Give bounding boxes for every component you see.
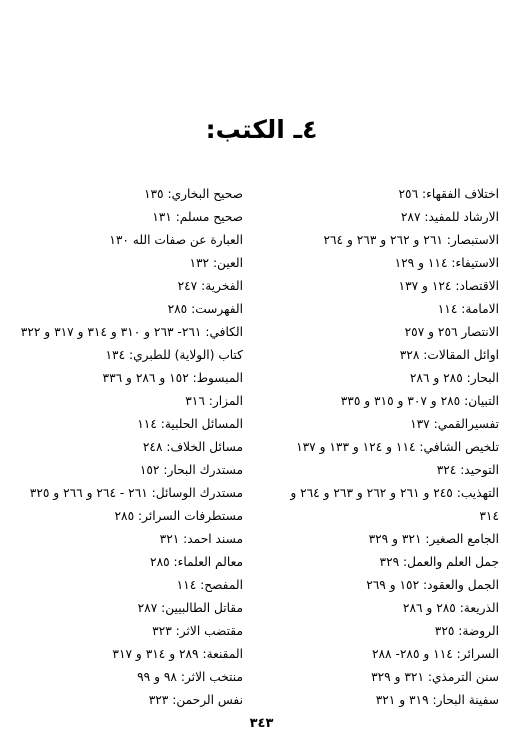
page-number: ٣٤٣ bbox=[249, 716, 274, 731]
index-entry: المبسوط: ١٥٢ و ٢٨٦ و ٣٣٦ bbox=[102, 371, 243, 385]
index-entry: منتخب الاثر: ٩٨ و ٩٩ bbox=[137, 670, 243, 684]
index-entry: البحار: ٢٨٥ و ٢٨٦ bbox=[409, 371, 499, 385]
index-entry: مقتضب الاثر: ٣٢٣ bbox=[152, 624, 243, 638]
index-entry: تلخيص الشافي: ١١٤ و ١٢٤ و ١٣٣ و ١٣٧ bbox=[296, 440, 499, 454]
index-entry: جمل العلم والعمل: ٣٢٩ bbox=[379, 555, 499, 569]
index-entry: مستدرك الوسائل: ٢٦١ - ٢٦٤ و ٢٦٦ و ٣٢٥ bbox=[29, 486, 243, 500]
index-entry: الجامع الصغير: ٣٢١ و ٣٢٩ bbox=[368, 532, 499, 546]
index-entry: الذريعة: ٢٨٥ و ٢٨٦ bbox=[402, 601, 499, 615]
index-entry: السرائر: ١١٤ و ٢٨٥- ٢٨٨ bbox=[371, 647, 499, 661]
index-entry: المقنعة: ٢٨٩ و ٣١٤ و ٣١٧ bbox=[112, 647, 243, 661]
index-entry: مستدرك البحار: ١٥٢ bbox=[139, 463, 243, 477]
index-entry: تفسيرالقمي: ١٣٧ bbox=[410, 417, 499, 431]
index-entry: صحيح البخاري: ١٣٥ bbox=[143, 187, 243, 201]
index-entry: التبيان: ٢٨٥ و ٣٠٧ و ٣١٥ و ٣٣٥ bbox=[340, 394, 499, 408]
index-entry: العين: ١٣٢ bbox=[189, 256, 243, 270]
index-entry: الكافي: ٢٦١- ٢٦٣ و ٣١٠ و ٣١٤ و ٣١٧ و ٣٢٢ bbox=[20, 325, 243, 339]
index-entry: مستطرفات السرائر: ٢٨٥ bbox=[114, 509, 243, 523]
index-entry: الانتصار ٢٥٦ و ٢٥٧ bbox=[404, 325, 499, 339]
index-entry: الروضة: ٣٢٥ bbox=[434, 624, 499, 638]
index-entry: العبارة عن صفات الله ١٣٠ bbox=[109, 233, 243, 247]
index-entry: ٣١٤ bbox=[479, 509, 499, 523]
index-entry: معالم العلماء: ٢٨٥ bbox=[150, 555, 243, 569]
section-heading: ٤ـ الكتب: bbox=[205, 115, 318, 144]
index-entry: المسائل الحلبية: ١١٤ bbox=[137, 417, 243, 431]
index-entry: الاستبصار: ٢٦١ و ٢٦٢ و ٢٦٣ و ٢٦٤ bbox=[323, 233, 499, 247]
index-column-right bbox=[267, 183, 499, 712]
index-entry: الفخرية: ٢٤٧ bbox=[177, 279, 243, 293]
index-entry: التهذيب: ٢٤٥ و ٢٦١ و ٢٦٢ و ٢٦٣ و ٢٦٤ و bbox=[290, 486, 499, 500]
index-entry: المزار: ٣١٦ bbox=[185, 394, 243, 408]
index-entry: الاقتصاد: ١٢٤ و ١٣٧ bbox=[398, 279, 499, 293]
index-entry: مقاتل الطالبيين: ٢٨٧ bbox=[137, 601, 243, 615]
index-entry: اختلاف الفقهاء: ٢٥٦ bbox=[398, 187, 499, 201]
index-entry: الاستيفاء: ١١٤ و ١٢٩ bbox=[394, 256, 499, 270]
index-entry: كتاب (الولاية) للطبري: ١٣٤ bbox=[105, 348, 243, 362]
index-entry: اوائل المقالات: ٣٢٨ bbox=[399, 348, 499, 362]
index-entry: صحيح مسلم: ١٣١ bbox=[152, 210, 243, 224]
index-entry: نفس الرحمن: ٣٢٣ bbox=[148, 693, 243, 707]
index-column-left bbox=[3, 183, 243, 712]
index-entry: الامامة: ١١٤ bbox=[437, 302, 499, 316]
index-entry: الارشاد للمفيد: ٢٨٧ bbox=[400, 210, 499, 224]
index-entry: المفصح: ١١٤ bbox=[176, 578, 243, 592]
index-entry: الفهرست: ٢٨٥ bbox=[167, 302, 243, 316]
index-entry: سنن الترمذي: ٣٢١ و ٣٢٩ bbox=[371, 670, 499, 684]
index-entry: سفينة البحار: ٣١٩ و ٣٢١ bbox=[375, 693, 499, 707]
index-entry: مسند احمد: ٣٢١ bbox=[159, 532, 243, 546]
index-entry: الجمل والعقود: ١٥٢ و ٢٦٩ bbox=[366, 578, 499, 592]
index-entry: التوحيد: ٣٢٤ bbox=[436, 463, 499, 477]
index-entry: مسائل الخلاف: ٢٤٨ bbox=[142, 440, 243, 454]
